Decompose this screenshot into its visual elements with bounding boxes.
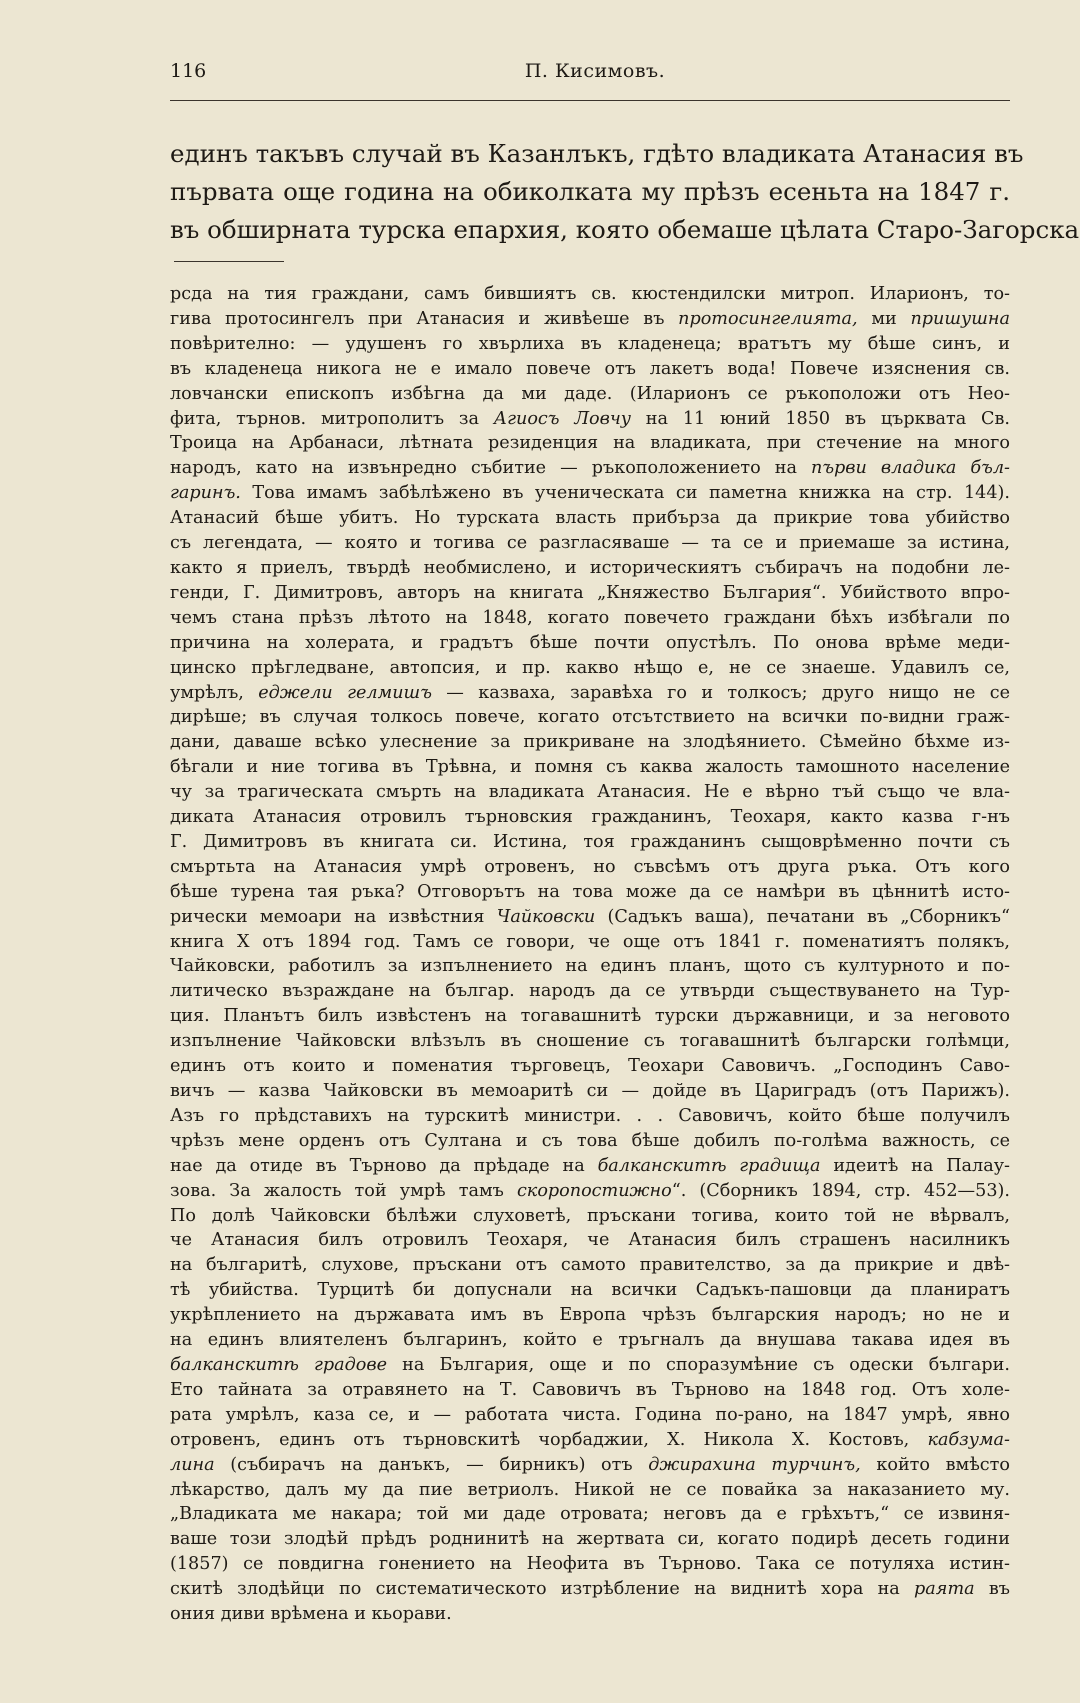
footnote-segment: чу за трагическата смърть на владиката Атанасия. Не е вѣрно тъй също че вла- xyxy=(170,782,1010,803)
footnote-line xyxy=(170,1228,1010,1253)
footnote-line xyxy=(170,905,1010,930)
footnote-line xyxy=(170,1029,1010,1054)
footnote-segment: народъ, като на извънредно събитие — ръкоположението на xyxy=(170,458,811,479)
footnote-line xyxy=(170,1204,1010,1229)
footnote-segment: диката Атанасия отровилъ търновския гражданинъ, Теохаря, както казва г-нъ xyxy=(170,807,1010,828)
footnote-line xyxy=(170,1129,1010,1154)
footnote-line xyxy=(170,805,1010,830)
footnote-segment: (Садъкъ ваша), печатани въ „Сборникъ“ xyxy=(595,906,1010,927)
footnote-segment: на българитѣ, слухове, пръскани отъ самото правителство, за да прикрие и двѣ- xyxy=(170,1255,1010,1276)
footnote-line xyxy=(170,531,1010,556)
footnote-italic-segment: Чайковски xyxy=(496,906,596,927)
footnote-segment: тѣ убийства. Турцитѣ би допуснали на всички Садъкъ-пашовци да планиратъ xyxy=(170,1280,1010,1301)
main-text-line: въ обширната турска епархия, която обемаше цѣлата Старо-Загорска xyxy=(170,215,1080,244)
footnote-segment: повѣрително: — удушенъ го хвърлиха въ кладенеца; вратътъ му бѣше синъ, и xyxy=(170,333,1010,354)
footnote-italic-segment: кабзума- xyxy=(927,1429,1010,1450)
footnote-italic-segment: Агиосъ Ловчу xyxy=(493,408,631,429)
footnote-line xyxy=(170,1428,1010,1453)
footnote-italic-segment: раята xyxy=(914,1579,975,1600)
footnote-line xyxy=(170,506,1010,531)
footnote-line xyxy=(170,1552,1010,1577)
footnote-line xyxy=(170,1353,1010,1378)
footnote-line xyxy=(170,755,1010,780)
footnote-segment: вичъ — казва Чайковски въ мемоаритѣ си — дойде въ Цариградъ (отъ Парижъ). xyxy=(170,1081,1010,1101)
footnote-segment: скитѣ злодѣйци по систематическото изтрѣбление на виднитѣ хора на xyxy=(170,1579,915,1600)
footnote-line xyxy=(170,1328,1010,1353)
footnote-line xyxy=(170,1278,1010,1303)
footnote-line xyxy=(170,1154,1010,1179)
footnote-segment: фита, търнов. митрополитъ за xyxy=(170,408,494,429)
footnote-line xyxy=(170,456,1010,481)
footnote-segment: на 11 юний 1850 въ църквата Св. xyxy=(631,408,1010,429)
footnote-line xyxy=(170,780,1010,805)
footnote-segment: въ кладенеца никога не е имало повече отъ лакетъ вода! Повече изяснения св. xyxy=(170,358,1010,379)
footnote-italic-segment: балканскитѣ градища xyxy=(597,1155,821,1176)
main-text-line: първата още година на обиколката му прѣзъ есеньта на 1847 г. xyxy=(170,177,1010,206)
footnote-segment: който вмѣсто xyxy=(860,1454,1010,1475)
footnote-segment: (1857) се повдигна гонението на Неофита въ Търново. Така се потуляха истин- xyxy=(170,1554,1010,1575)
footnote-segment: ми xyxy=(857,308,911,329)
footnote-segment: Атанасий бѣше убитъ. Но турската власть прибърза да прикрие това убийство xyxy=(170,508,1010,529)
footnote-line xyxy=(170,979,1010,1004)
footnote-line xyxy=(170,1104,1010,1129)
footnote-line xyxy=(170,1403,1010,1428)
footnote-segment: единъ отъ които и поменатия търговецъ, Теохари Савовичъ. „Господинъ Саво- xyxy=(170,1056,1010,1077)
footnote-line xyxy=(170,1004,1010,1029)
footnote-line xyxy=(170,1453,1010,1478)
footnote-segment: на България, още и по споразумѣние съ одески българи. xyxy=(387,1354,1011,1375)
footnote-segment: нае да отиде въ Търново да прѣдаде на xyxy=(170,1155,598,1176)
footnote-segment: книга X отъ 1894 год. Тамъ се говори, че още отъ 1841 г. поменатиятъ полякъ, xyxy=(170,931,1010,952)
footnote-line xyxy=(170,282,1010,307)
footnote-line xyxy=(170,631,1010,656)
footnote-line xyxy=(170,1478,1010,1503)
footnote-line xyxy=(170,1253,1010,1278)
footnote-line xyxy=(170,606,1010,631)
footnote-segment: изпълнение Чайковски влѣзълъ въ сношение съ тогавашнитѣ български голѣмци, xyxy=(170,1031,1010,1052)
footnote-line xyxy=(170,705,1010,730)
footnote-segment: генди, Г. Димитровъ, авторъ на книгата „Княжество България“. Убийството впро- xyxy=(170,582,1010,603)
footnote-italic-segment: гаринъ. xyxy=(170,483,241,504)
footnote-segment: както я приелъ, твърдѣ необмислено, и историческиятъ събирачъ на подобни ле- xyxy=(170,557,1010,578)
footnote-line xyxy=(170,730,1010,755)
footnote-italic-segment: балканскитѣ градове xyxy=(170,1354,388,1375)
footnote-italic-segment: лина xyxy=(170,1454,215,1475)
footnote-segment: По долѣ Чайковски бѣлѣжи слуховетѣ, пръскани тогива, които той не вѣрвалъ, xyxy=(170,1205,1010,1226)
footnote-line xyxy=(170,1303,1010,1328)
footnote-line xyxy=(170,1378,1010,1403)
footnote-line xyxy=(170,556,1010,581)
footnote-line xyxy=(170,656,1010,681)
footnote-segment: лѣкарство, далъ му да пие ветриолъ. Никой не се повайка за наказанието му. xyxy=(170,1479,1010,1500)
footnote-segment: Ето тайната за отравянето на Т. Савовичъ въ Търново на 1848 год. Отъ холе- xyxy=(170,1379,1010,1400)
footnote-segment: (събирачъ на данъкъ, — бирникъ) отъ xyxy=(214,1454,649,1475)
main-text-line: единъ такъвъ случай въ Казанлъкъ, гдѣто владиката Атанасия въ xyxy=(170,139,1024,168)
footnote-line xyxy=(170,357,1010,382)
footnote-segment: съ легендата, — която и тогива се разгласяваше — та се и приемаше за истина, xyxy=(170,533,1010,554)
footnote-segment: цинско прѣгледване, автопсия, и пр. какво нѣщо е, не се знаеше. Удавилъ се, xyxy=(170,657,1010,678)
footnote-segment: Това имамъ забѣлѣжено въ ученическата си паметна книжка на стр. 144). xyxy=(240,483,1010,504)
footnote-segment: Азъ го прѣдставихъ на турскитѣ министри. . . Савовичъ, който бѣше получилъ xyxy=(170,1105,1010,1126)
footnote-line xyxy=(170,407,1010,432)
footnote-segment: умрѣлъ, xyxy=(170,682,259,703)
footnote-segment: рсда на тия граждани, самъ бившиятъ св. кюстендилски митроп. Иларионъ, то- xyxy=(170,284,1010,304)
footnote-segment: Г. Димитровъ въ книгата си. Истина, тоя гражданинъ сыщоврѣменно почти съ xyxy=(170,831,1010,852)
footnote-line xyxy=(170,581,1010,606)
footnote-rule xyxy=(174,261,284,262)
page-header xyxy=(170,60,1010,101)
footnote-italic-segment: еджели гелмишъ xyxy=(258,682,432,703)
footnote-italic-segment: скоропостижно xyxy=(516,1180,672,1201)
footnote-segment: че Атанасия билъ отровилъ Теохаря, че Атанасия билъ страшенъ насилникъ xyxy=(170,1230,1010,1251)
page-number: 116 xyxy=(170,60,207,82)
footnote-segment: ловчански епископъ избѣгна да ми даде. (Иларионъ се ръкоположи отъ Нео- xyxy=(170,383,1010,404)
footnote-segment: „Владиката ме накара; той ми даде отровата; неговъ да е грѣхътъ,“ се извиня- xyxy=(170,1504,1010,1525)
footnote-line xyxy=(170,431,1010,456)
footnote-line xyxy=(170,1054,1010,1079)
footnote-line xyxy=(170,1577,1010,1602)
footnote-line xyxy=(170,481,1010,506)
footnote-line xyxy=(170,1179,1010,1204)
footnote xyxy=(170,282,1010,1627)
footnote-segment: гива протосингелъ при Атанасия и живѣеше въ xyxy=(170,308,679,329)
footnote-line xyxy=(170,332,1010,357)
footnote-segment: зова. За жалость той умрѣ тамъ xyxy=(170,1180,517,1201)
footnote-segment: смъртьта на Атанасия умрѣ отровенъ, но съвсѣмъ отъ друга ръка. Отъ кого xyxy=(170,856,1010,877)
running-head: П. Кисимовъ. xyxy=(524,60,666,82)
footnote-segment: дани, даваше всѣко улеснение за прикриване на злодѣянието. Сѣмейно бѣхме из- xyxy=(170,732,1010,753)
footnote-segment: — казваха, заравѣха го и толкосъ; друго нищо не се xyxy=(431,682,1010,703)
footnote-line xyxy=(170,307,1010,332)
footnote-segment: бѣгали и ние тогива въ Трѣвна, и помня съ каква жалость тамошното население xyxy=(170,757,1010,778)
footnote-line xyxy=(170,1527,1010,1552)
footnote-italic-segment: протосингелията, xyxy=(678,308,858,329)
footnote-segment: укрѣплението на държавата имъ въ Европа чрѣзъ българския народъ; но не и xyxy=(170,1305,1010,1326)
footnote-segment: ония диви врѣмена и кьорави. xyxy=(170,1604,452,1625)
footnote-segment: причина на холерата, и градътъ бѣше почти опустѣлъ. По онова врѣме меди- xyxy=(170,632,1010,653)
footnote-line xyxy=(170,1502,1010,1527)
footnote-line xyxy=(170,954,1010,979)
footnote-segment: рата умрѣлъ, каза се, и — работата чиста. Година по-рано, на 1847 умрѣ, явно xyxy=(170,1404,1010,1425)
footnote-line xyxy=(170,880,1010,905)
footnote-line xyxy=(170,1079,1010,1104)
footnote-line xyxy=(170,930,1010,955)
footnote-segment: бѣше турена тая ръка? Отговорътъ на това може да се намѣри въ цѣннитѣ исто- xyxy=(170,881,1010,902)
footnote-line xyxy=(170,681,1010,706)
footnote-line xyxy=(170,855,1010,880)
footnote-segment: въ xyxy=(974,1579,1010,1600)
footnote-segment: чемъ стана прѣзъ лѣтото на 1848, когато повечето граждани бѣхъ избѣгали по xyxy=(170,607,1010,628)
footnote-italic-segment: първи владика бъл- xyxy=(810,458,1010,479)
footnote-italic-segment: джирахина турчинъ, xyxy=(648,1454,861,1475)
footnote-segment: чрѣзъ мене орденъ отъ Султана и съ това бѣше добилъ по-голѣма важность, се xyxy=(170,1130,1010,1151)
footnote-segment: ваше този злодѣй прѣдъ роднинитѣ на жертвата си, когато подирѣ десеть години xyxy=(170,1529,1010,1550)
main-text xyxy=(170,135,1080,249)
footnote-line xyxy=(170,1602,1010,1627)
footnote-segment: Троица на Арбанаси, лѣтната резиденция на владиката, при стечение на много xyxy=(170,433,1010,454)
footnote-segment: “. (Сборникъ 1894, стр. 452—53). xyxy=(671,1180,1010,1201)
footnote-line xyxy=(170,382,1010,407)
footnote-italic-segment: пришушна xyxy=(910,308,1010,329)
footnote-segment: Чайковски, работилъ за изпълнението на единъ планъ, щото съ културното и по- xyxy=(170,956,1010,977)
footnote-segment: дирѣше; въ случая толкось повече, когато отсътствието на всички по-видни граж- xyxy=(170,707,1010,728)
footnote-segment: рически мемоари на извѣстния xyxy=(170,906,497,927)
footnote-segment: ция. Планътъ билъ извѣстенъ на тогавашнитѣ турски държавници, и за неговото xyxy=(170,1006,1010,1027)
footnote-segment: отровенъ, единъ отъ търновскитѣ чорбаджии, Х. Никола Х. Костовъ, xyxy=(170,1429,928,1450)
footnote-segment: на единъ влиятеленъ българинъ, който е тръгналъ да внушава такава идея въ xyxy=(170,1330,1010,1351)
footnote-segment: идеитѣ на Палау- xyxy=(820,1155,1011,1176)
footnote-segment: литическо възраждане на българ. народъ да се утвърди съществуването на Тур- xyxy=(170,981,1010,1002)
footnote-line xyxy=(170,830,1010,855)
